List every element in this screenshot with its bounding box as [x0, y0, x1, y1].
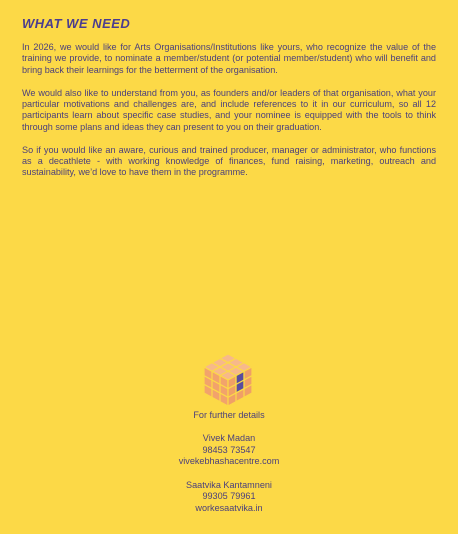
contact-email[interactable]: workesaatvika.in	[195, 502, 263, 513]
paragraph-1: In 2026, we would like for Arts Organisations/Institutions like yours, who recognize the value of the training we provide, to nominate a member/student (or potential member/student) who will benefit and bring back their learnings for the betterment of the organisation.	[22, 42, 436, 75]
cube-logo-icon	[200, 352, 256, 408]
contact-name-2: Saatvika Kantamneni	[186, 479, 272, 490]
contact-intro: For further details	[193, 410, 265, 420]
contact-phone-2[interactable]: 99305 79961	[202, 491, 256, 502]
paragraph-2: We would also like to understand from you, as founders and/or leaders of that organisation, what your particular motivations and challenges are, and include references to it in our curriculum, so all 12 participants learn about specific case studies, and your nominee is equipped with the tools to think through some plans and ideas they can present to you on their graduation.	[22, 87, 436, 132]
contact-phone-1[interactable]: 98453 73547	[202, 444, 256, 455]
contact-website[interactable]: vivekebhashacentre.com	[178, 456, 280, 467]
contact-name-1: Vivek Madan	[202, 433, 256, 444]
contact-block	[129, 410, 329, 514]
section-heading: WHAT WE NEED	[22, 16, 131, 31]
body-text	[22, 42, 436, 190]
paragraph-3: So if you would like an aware, curious and trained producer, manager or administrator, who functions as a decathlete - with working knowledge of finances, fund raising, marketing, outreach and sustainability, we’d love to have them in the programme.	[22, 144, 436, 178]
